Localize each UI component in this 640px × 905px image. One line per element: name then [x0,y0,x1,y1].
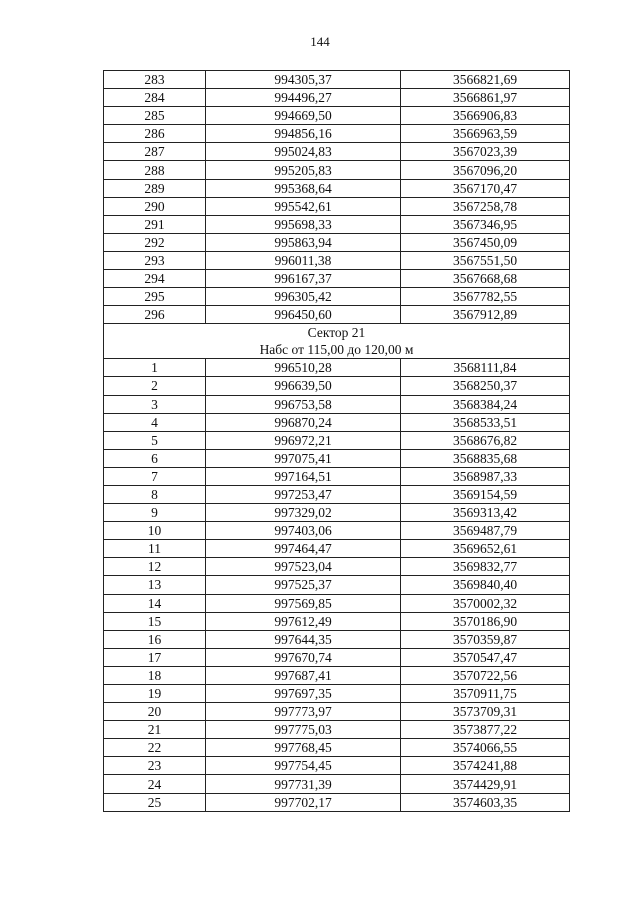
point-number-cell: 296 [104,306,206,324]
y-coordinate-cell: 3574241,88 [401,757,570,775]
x-coordinate-cell: 997754,45 [206,757,401,775]
y-coordinate-cell: 3568676,82 [401,431,570,449]
y-coordinate-cell: 3570911,75 [401,685,570,703]
table-row [104,179,570,197]
table-row [104,467,570,485]
sector-header-row [104,324,570,359]
x-coordinate-cell: 996011,38 [206,251,401,269]
y-coordinate-cell: 3567668,68 [401,270,570,288]
y-coordinate-cell: 3568987,33 [401,467,570,485]
table-row [104,413,570,431]
point-number-cell: 17 [104,648,206,666]
x-coordinate-cell: 997464,47 [206,540,401,558]
y-coordinate-cell: 3569652,61 [401,540,570,558]
x-coordinate-cell: 997697,35 [206,685,401,703]
table-row [104,288,570,306]
sector-header-group [104,324,570,359]
y-coordinate-cell: 3574066,55 [401,739,570,757]
x-coordinate-cell: 995368,64 [206,179,401,197]
point-number-cell: 7 [104,467,206,485]
x-coordinate-cell: 997687,41 [206,666,401,684]
sector-subtitle: Набс от 115,00 до 120,00 м [259,342,414,358]
y-coordinate-cell: 3568533,51 [401,413,570,431]
point-number-cell: 11 [104,540,206,558]
x-coordinate-cell: 994496,27 [206,89,401,107]
x-coordinate-cell: 997164,51 [206,467,401,485]
table-row [104,721,570,739]
table-row [104,558,570,576]
table-row [104,233,570,251]
table-row [104,522,570,540]
y-coordinate-cell: 3569487,79 [401,522,570,540]
x-coordinate-cell: 995542,61 [206,197,401,215]
y-coordinate-cell: 3568835,68 [401,449,570,467]
y-coordinate-cell: 3567782,55 [401,288,570,306]
point-number-cell: 22 [104,739,206,757]
table-row [104,89,570,107]
point-number-cell: 286 [104,125,206,143]
page-number: 144 [310,34,330,49]
point-number-cell: 6 [104,449,206,467]
point-number-cell: 295 [104,288,206,306]
x-coordinate-cell: 997523,04 [206,558,401,576]
point-number-cell: 13 [104,576,206,594]
point-number-cell: 12 [104,558,206,576]
y-coordinate-cell: 3568384,24 [401,395,570,413]
point-number-cell: 16 [104,630,206,648]
y-coordinate-cell: 3574429,91 [401,775,570,793]
point-number-cell: 25 [104,793,206,811]
table-row [104,107,570,125]
point-number-cell: 9 [104,504,206,522]
sector-title: Сектор 21 [307,325,366,341]
table-row [104,594,570,612]
y-coordinate-cell: 3570186,90 [401,612,570,630]
x-coordinate-cell: 997768,45 [206,739,401,757]
x-coordinate-cell: 997569,85 [206,594,401,612]
table-row [104,648,570,666]
coordinates-table [103,70,570,812]
point-number-cell: 292 [104,233,206,251]
table-row [104,143,570,161]
table-row [104,431,570,449]
x-coordinate-cell: 997670,74 [206,648,401,666]
table-row [104,197,570,215]
x-coordinate-cell: 996167,37 [206,270,401,288]
x-coordinate-cell: 997775,03 [206,721,401,739]
y-coordinate-cell: 3570359,87 [401,630,570,648]
y-coordinate-cell: 3570722,56 [401,666,570,684]
point-number-cell: 288 [104,161,206,179]
y-coordinate-cell: 3567258,78 [401,197,570,215]
y-coordinate-cell: 3569832,77 [401,558,570,576]
table-row [104,485,570,503]
table-row [104,612,570,630]
y-coordinate-cell: 3566906,83 [401,107,570,125]
point-number-cell: 18 [104,666,206,684]
point-number-cell: 3 [104,395,206,413]
table-row [104,739,570,757]
y-coordinate-cell: 3567450,09 [401,233,570,251]
y-coordinate-cell: 3569840,40 [401,576,570,594]
table-row [104,359,570,377]
y-coordinate-cell: 3569154,59 [401,485,570,503]
point-number-cell: 294 [104,270,206,288]
point-number-cell: 15 [104,612,206,630]
point-number-cell: 1 [104,359,206,377]
table-row [104,793,570,811]
x-coordinate-cell: 994305,37 [206,71,401,89]
point-number-cell: 4 [104,413,206,431]
table-row [104,71,570,89]
table-row [104,703,570,721]
y-coordinate-cell: 3568250,37 [401,377,570,395]
y-coordinate-cell: 3566861,97 [401,89,570,107]
y-coordinate-cell: 3574603,35 [401,793,570,811]
x-coordinate-cell: 997075,41 [206,449,401,467]
y-coordinate-cell: 3573709,31 [401,703,570,721]
y-coordinate-cell: 3567346,95 [401,215,570,233]
x-coordinate-cell: 997731,39 [206,775,401,793]
table-row [104,630,570,648]
x-coordinate-cell: 995024,83 [206,143,401,161]
point-number-cell: 8 [104,485,206,503]
y-coordinate-cell: 3566963,59 [401,125,570,143]
x-coordinate-cell: 997702,17 [206,793,401,811]
table-row [104,395,570,413]
point-number-cell: 290 [104,197,206,215]
point-number-cell: 283 [104,71,206,89]
table-row [104,666,570,684]
point-number-cell: 10 [104,522,206,540]
x-coordinate-cell: 994669,50 [206,107,401,125]
x-coordinate-cell: 995205,83 [206,161,401,179]
table-row [104,251,570,269]
table-row [104,377,570,395]
point-number-cell: 21 [104,721,206,739]
point-number-cell: 293 [104,251,206,269]
point-number-cell: 20 [104,703,206,721]
table-row [104,775,570,793]
point-number-cell: 284 [104,89,206,107]
y-coordinate-cell: 3567170,47 [401,179,570,197]
point-number-cell: 289 [104,179,206,197]
x-coordinate-cell: 997403,06 [206,522,401,540]
y-coordinate-cell: 3569313,42 [401,504,570,522]
table-row [104,757,570,775]
x-coordinate-cell: 996639,50 [206,377,401,395]
table-row [104,161,570,179]
x-coordinate-cell: 997525,37 [206,576,401,594]
x-coordinate-cell: 996450,60 [206,306,401,324]
point-number-cell: 287 [104,143,206,161]
table-row [104,306,570,324]
x-coordinate-cell: 997644,35 [206,630,401,648]
y-coordinate-cell: 3567912,89 [401,306,570,324]
y-coordinate-cell: 3567023,39 [401,143,570,161]
y-coordinate-cell: 3567096,20 [401,161,570,179]
y-coordinate-cell: 3566821,69 [401,71,570,89]
sector-header-cell [104,324,570,359]
table-row [104,685,570,703]
table-row [104,540,570,558]
table-body-after-sector [104,359,570,811]
x-coordinate-cell: 997773,97 [206,703,401,721]
point-number-cell: 285 [104,107,206,125]
point-number-cell: 291 [104,215,206,233]
point-number-cell: 2 [104,377,206,395]
point-number-cell: 14 [104,594,206,612]
point-number-cell: 5 [104,431,206,449]
table-row [104,576,570,594]
x-coordinate-cell: 995698,33 [206,215,401,233]
y-coordinate-cell: 3570547,47 [401,648,570,666]
x-coordinate-cell: 994856,16 [206,125,401,143]
y-coordinate-cell: 3573877,22 [401,721,570,739]
point-number-cell: 23 [104,757,206,775]
x-coordinate-cell: 996972,21 [206,431,401,449]
x-coordinate-cell: 995863,94 [206,233,401,251]
x-coordinate-cell: 996870,24 [206,413,401,431]
x-coordinate-cell: 996305,42 [206,288,401,306]
y-coordinate-cell: 3570002,32 [401,594,570,612]
x-coordinate-cell: 997253,47 [206,485,401,503]
x-coordinate-cell: 996753,58 [206,395,401,413]
table-row [104,215,570,233]
table-row [104,449,570,467]
table-body-before-sector [104,71,570,324]
point-number-cell: 19 [104,685,206,703]
x-coordinate-cell: 997329,02 [206,504,401,522]
point-number-cell: 24 [104,775,206,793]
table-row [104,270,570,288]
y-coordinate-cell: 3567551,50 [401,251,570,269]
y-coordinate-cell: 3568111,84 [401,359,570,377]
table-row [104,504,570,522]
x-coordinate-cell: 997612,49 [206,612,401,630]
table-row [104,125,570,143]
x-coordinate-cell: 996510,28 [206,359,401,377]
